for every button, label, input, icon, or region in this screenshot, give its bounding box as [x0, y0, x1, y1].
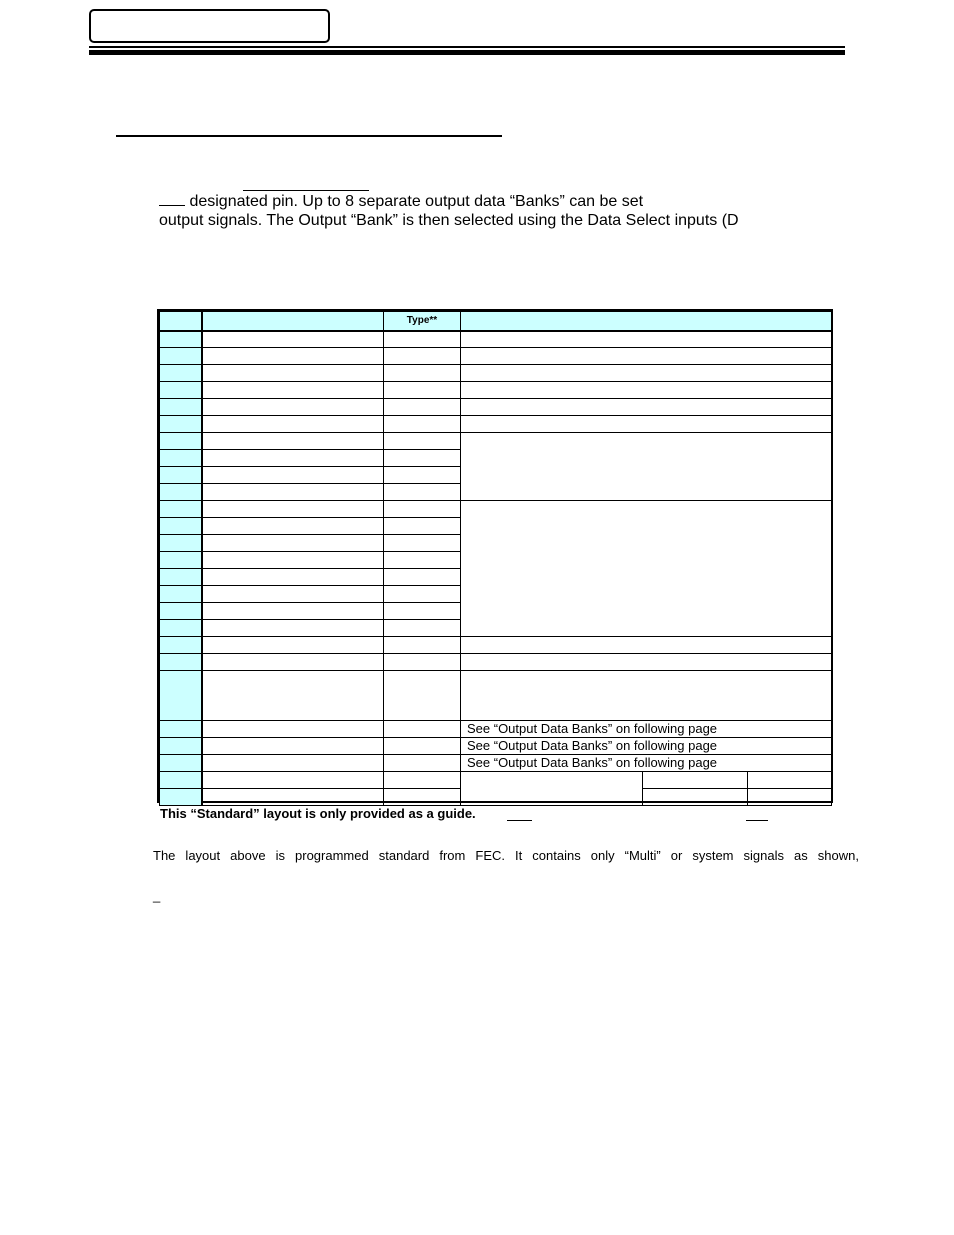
table-cell [202, 755, 384, 772]
table-cell [202, 433, 384, 450]
table-row [160, 382, 832, 399]
footnote-blank-line [507, 820, 532, 821]
table-cell [202, 484, 384, 501]
table-cell [384, 535, 461, 552]
merged-description-cell [461, 501, 832, 637]
table-row [160, 416, 832, 433]
table-cell [461, 671, 832, 721]
table-cell [202, 738, 384, 755]
table-header-row [160, 312, 832, 331]
pin-cell [160, 671, 202, 721]
table-cell [461, 654, 832, 671]
pin-cell [160, 484, 202, 501]
table-cell [384, 738, 461, 755]
table-row [160, 399, 832, 416]
table-cell [384, 518, 461, 535]
pin-cell [160, 603, 202, 620]
table-row [160, 331, 832, 348]
table-cell [202, 721, 384, 738]
footnote-blank-line [746, 820, 768, 821]
pin-cell [160, 789, 202, 806]
table-cell [384, 365, 461, 382]
table-cell [461, 637, 832, 654]
table-cell [384, 603, 461, 620]
table-cell [202, 789, 384, 806]
header-rule-thin [89, 46, 845, 48]
pin-cell [160, 552, 202, 569]
pin-cell [160, 654, 202, 671]
table-cell [384, 586, 461, 603]
pin-cell [160, 755, 202, 772]
table-cell [202, 637, 384, 654]
table-cell [643, 772, 748, 789]
pin-cell [160, 501, 202, 518]
table-cell [384, 331, 461, 348]
bank-note-cell: See “Output Data Banks” on following page [461, 755, 832, 772]
table-cell [384, 755, 461, 772]
table-cell [202, 399, 384, 416]
table-cell [748, 772, 832, 789]
table-cell [384, 654, 461, 671]
pin-cell [160, 535, 202, 552]
table-cell [202, 501, 384, 518]
table-cell [384, 552, 461, 569]
table-cell [461, 365, 832, 382]
pin-cell [160, 467, 202, 484]
bank-note-cell: See “Output Data Banks” on following page [461, 721, 832, 738]
table-cell [384, 433, 461, 450]
body-dash: _ [153, 888, 161, 903]
table-row [160, 654, 832, 671]
table-cell [384, 348, 461, 365]
table-row [160, 772, 832, 789]
type-header-cell: Type** [384, 312, 461, 331]
header-box [89, 9, 330, 43]
description-header-cell [461, 312, 832, 331]
io-layout-table [157, 309, 833, 803]
section-heading-line [116, 135, 502, 137]
table-cell [384, 382, 461, 399]
bank-note-cell: See “Output Data Banks” on following page [461, 738, 832, 755]
body-paragraph: The layout above is programmed standard from FEC. It contains only “Multi” or system signals as shown, [153, 848, 859, 863]
table-row [160, 501, 832, 518]
table-cell [202, 535, 384, 552]
name-header-cell [202, 312, 384, 331]
table-cell [461, 348, 832, 365]
pin-cell [160, 348, 202, 365]
table-cell [384, 671, 461, 721]
table-cell [643, 789, 748, 806]
table-cell [202, 348, 384, 365]
table-row [160, 365, 832, 382]
table-cell [202, 772, 384, 789]
paragraph-line-1-text: designated pin. Up to 8 separate output data “Banks” can be set [189, 193, 644, 210]
table-cell [202, 569, 384, 586]
table-cell [202, 603, 384, 620]
table-cell [202, 586, 384, 603]
header-rule-thick [89, 50, 845, 55]
table-row [160, 637, 832, 654]
merged-description-cell [461, 433, 832, 501]
pin-cell [160, 433, 202, 450]
pin-cell [160, 620, 202, 637]
table-cell [461, 399, 832, 416]
table-cell [384, 772, 461, 789]
table-cell [384, 789, 461, 806]
table-row [160, 433, 832, 450]
table-row [160, 348, 832, 365]
merged-description-cell [461, 772, 643, 806]
pin-cell [160, 331, 202, 348]
pin-cell [160, 586, 202, 603]
table-cell [202, 450, 384, 467]
table-cell [202, 382, 384, 399]
pin-header-cell [160, 312, 202, 331]
table-cell [202, 467, 384, 484]
table-cell [384, 501, 461, 518]
table-cell [461, 416, 832, 433]
table-cell [202, 518, 384, 535]
pin-cell [160, 450, 202, 467]
pin-cell [160, 399, 202, 416]
table-cell [384, 637, 461, 654]
table-cell [202, 331, 384, 348]
paragraph-underline [243, 190, 369, 191]
pin-cell [160, 569, 202, 586]
table-cell [384, 450, 461, 467]
table-cell [384, 399, 461, 416]
pin-cell [160, 518, 202, 535]
pin-cell [160, 637, 202, 654]
table-cell [202, 671, 384, 721]
table-cell [384, 721, 461, 738]
pin-cell [160, 416, 202, 433]
table-row [160, 671, 832, 721]
table-cell [202, 654, 384, 671]
table-cell [384, 484, 461, 501]
table-cell [384, 416, 461, 433]
blank-line [159, 193, 185, 206]
table-cell [461, 382, 832, 399]
table-row [160, 721, 832, 738]
table-cell [202, 365, 384, 382]
table-row [160, 755, 832, 772]
table-cell [384, 620, 461, 637]
paragraph-line-1 [159, 193, 643, 211]
paragraph-line-2: output signals. The Output “Bank” is then selected using the Data Select inputs (D [159, 212, 739, 229]
pin-cell [160, 382, 202, 399]
table-footnote: This “Standard” layout is only provided as a guide. [160, 806, 476, 821]
pin-cell [160, 772, 202, 789]
table-cell [202, 620, 384, 637]
table-cell [748, 789, 832, 806]
table-cell [461, 331, 832, 348]
table-cell [202, 552, 384, 569]
table-cell [384, 467, 461, 484]
pin-cell [160, 721, 202, 738]
pin-cell [160, 738, 202, 755]
table-row [160, 738, 832, 755]
table-cell [202, 416, 384, 433]
pin-cell [160, 365, 202, 382]
table-cell [384, 569, 461, 586]
